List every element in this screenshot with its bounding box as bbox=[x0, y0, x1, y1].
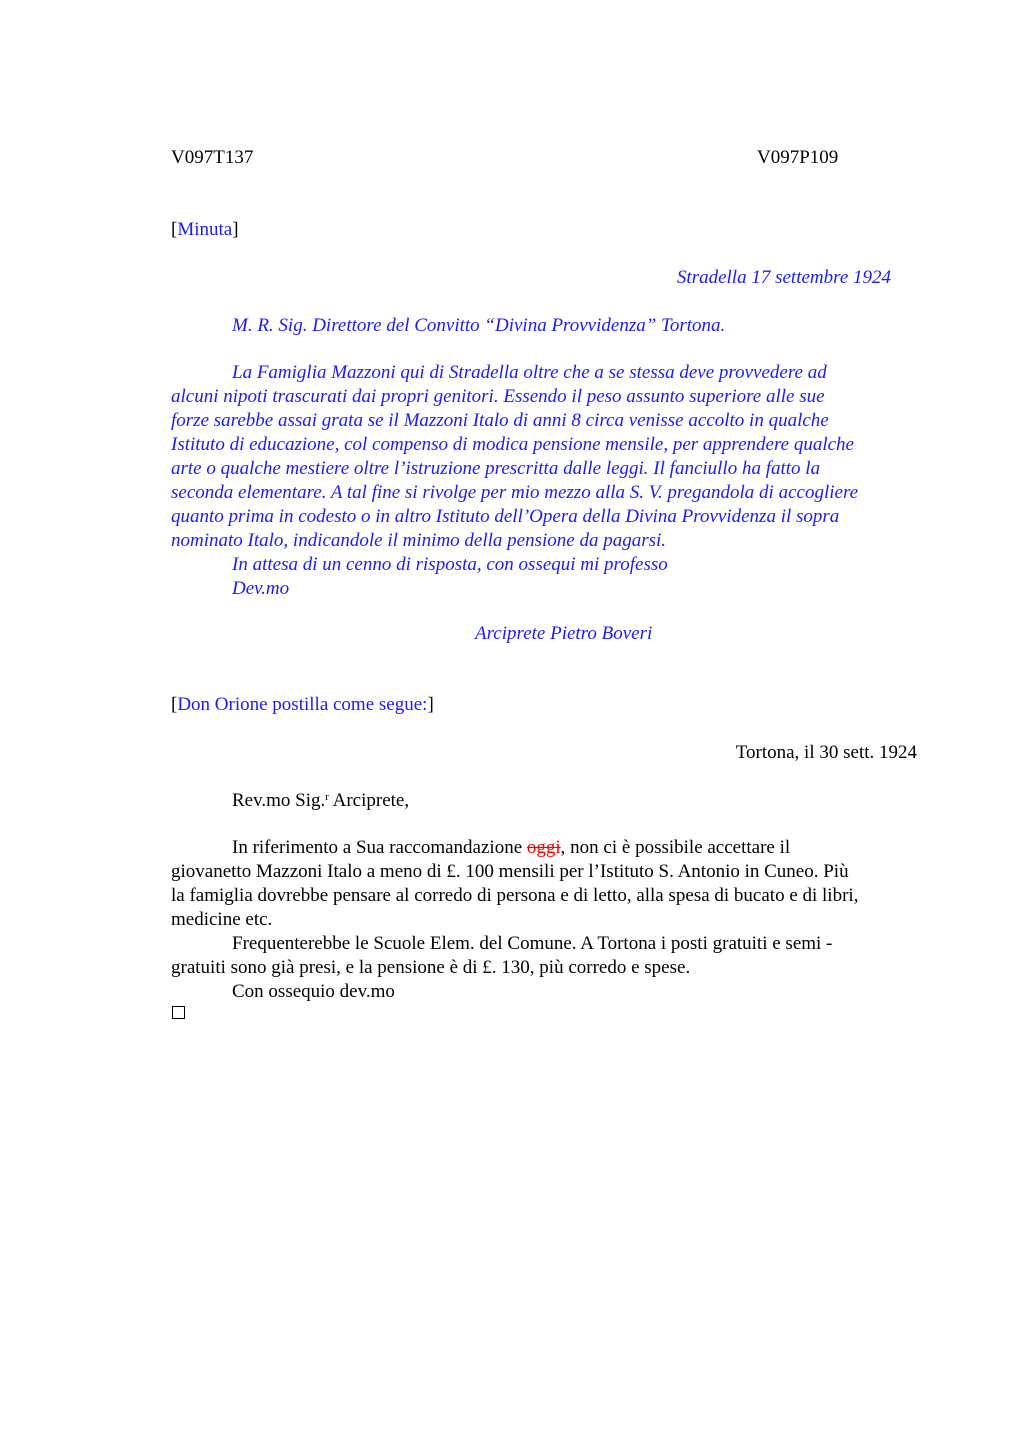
letter2-body-line: In riferimento a Sua raccomandazione oggi, non ci è possibile accettare il bbox=[232, 837, 791, 858]
bracket-open: [ bbox=[171, 219, 178, 240]
letter2-body-line: gratuiti sono già presi, e la pensione è di £. 130, più corredo e spese. bbox=[171, 957, 691, 978]
postilla-heading bbox=[171, 693, 434, 717]
letter1-body-line: La Famiglia Mazzoni qui di Stradella oltre che a se stessa deve provvedere ad bbox=[232, 362, 827, 383]
letter1-body-line: forze sarebbe assai grata se il Mazzoni Italo di anni 8 circa venisse accolto in qualche bbox=[171, 410, 829, 431]
letter1-body-line: alcuni nipoti trascurati dai propri genitori. Essendo il peso assunto superiore alle sue bbox=[171, 386, 825, 407]
letter1-body-line: Istituto di educazione, col compenso di modica pensione mensile, per apprendere qualche bbox=[171, 434, 854, 455]
letter1-body bbox=[171, 361, 931, 601]
letter1-place-date: Stradella 17 settembre 1924 bbox=[676, 267, 891, 288]
letter1-body-line: nominato Italo, indicandole il minimo della pensione da pagarsi. bbox=[171, 530, 667, 551]
letter2-body bbox=[171, 836, 931, 1004]
letter1-closing: In attesa di un cenno di risposta, con ossequi mi professo bbox=[232, 554, 668, 575]
bracket-close: ] bbox=[232, 219, 239, 240]
letter2-body-line: medicine etc. bbox=[171, 909, 273, 930]
struck-word: oggi bbox=[526, 837, 561, 858]
letter1-devmo: Dev.mo bbox=[232, 578, 290, 599]
letter1-body-line: quanto prima in codesto o in altro Istituto dell’Opera della Divina Provvidenza il sopra bbox=[171, 506, 840, 527]
letter1-signature: Arciprete Pietro Boveri bbox=[475, 623, 653, 644]
letter1-body-line: seconda elementare. A tal fine si rivolge per mio mezzo alla S. V. pregandola di accogliere bbox=[171, 482, 859, 503]
postilla-label: Don Orione postilla come segue: bbox=[177, 694, 428, 715]
minuta-heading bbox=[171, 218, 239, 242]
letter1-body-line: arte o qualche mestiere oltre l’istruzione prescritta dalle leggi. Il fanciullo ha fatto la bbox=[171, 458, 821, 479]
letter2-body-line: giovanetto Mazzoni Italo a meno di £. 100 mensili per l’Istituto S. Antonio in Cuneo. Più bbox=[171, 861, 849, 882]
empty-box-icon bbox=[172, 1006, 185, 1019]
bracket-open: [ bbox=[171, 694, 178, 715]
document-code-right: V097P109 bbox=[757, 147, 839, 168]
letter2-body-line: Frequenterebbe le Scuole Elem. del Comune. A Tortona i posti gratuiti e semi - bbox=[232, 933, 833, 954]
letter1-recipient: M. R. Sig. Direttore del Convitto “Divina Provvidenza” Tortona. bbox=[232, 315, 726, 336]
minuta-label: Minuta bbox=[177, 219, 233, 240]
document-code-left: V097T137 bbox=[171, 147, 254, 168]
letter2-closing: Con ossequio dev.mo bbox=[232, 981, 395, 1002]
letter2-place-date: Tortona, il 30 sett. 1924 bbox=[735, 742, 917, 763]
bracket-close: ] bbox=[427, 694, 434, 715]
letter2-body-line: la famiglia dovrebbe pensare al corredo di persona e di letto, alla spesa di bucato e di libri, bbox=[171, 885, 859, 906]
letter2-salutation: Rev.mo Sig.$^r$ Arciprete, bbox=[232, 790, 410, 811]
